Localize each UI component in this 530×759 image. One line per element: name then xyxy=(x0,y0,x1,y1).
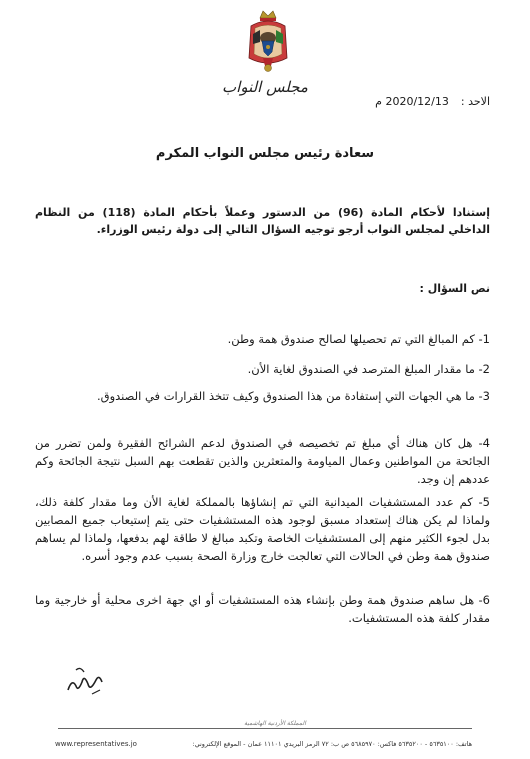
jordan-coat-of-arms-emblem xyxy=(245,8,291,74)
document-date xyxy=(375,95,490,108)
question-label: نص السؤال : xyxy=(419,282,490,295)
date-value: 2020/12/13 م xyxy=(375,95,449,108)
question-item: 2- ما مقدار المبلغ المترصد في الصندوق لغاية الأن. xyxy=(247,362,490,376)
question-item: 5- كم عدد المستشفيات الميدانية التي تم إنشاؤها بالمملكة لغاية الأن وما مقدار كلفة ذلك، ولماذا لم يكن هناك إستعداد مسبق لوجود هذه المستشفيات حتى يتم إستيعاب جميع المصابين بدل لجوء الكثير منهم إلى المستشفيات الخاصة وتكبد مبالغ لا طاقة لهم بدفعها، ولماذا لم يساهم صندوق همة وطن في الحالات التي تعالجت خارج وزارة الصحة بسبب عدم وجود أسره. xyxy=(35,495,490,563)
question-item: 3- ما هي الجهات التي إستفادة من هذا الصندوق وكيف تتخذ القرارات في الصندوق. xyxy=(96,389,490,403)
question-item: 4- هل كان هناك أي مبلغ تم تخصيصه في الصندوق لدعم الشرائح الفقيرة ولمن تضرر من الجائحة من المواطنين وعمال المياومة والمتعثرين والذين تقطعت بهم السبل نتيجة الجائحة وكم عددهم إن وجد. xyxy=(35,436,490,486)
footer-website-link[interactable]: www.representatives.jo xyxy=(55,740,137,748)
date-label: الاحد : xyxy=(460,95,490,108)
handwritten-signature xyxy=(62,660,108,700)
intro-paragraph: إستنادا لأحكام المادة (96) من الدستور وعملاً بأحكام المادة (118) من النظام الداخلي لمجلس النواب أرجو توجيه السؤال التالي إلى دولة رئيس الوزراء. xyxy=(35,206,491,236)
council-name-logo-text: مجلس النواب xyxy=(222,78,308,96)
question-item: 1- كم المبالغ التي تم تحصيلها لصالح صندوق همة وطن. xyxy=(227,332,490,346)
salutation-heading: سعادة رئيس مجلس النواب المكرم xyxy=(155,146,375,161)
footer-logo-text: المملكة الأردنية الهاشمية xyxy=(210,720,340,727)
footer-contact-info: هاتف: ٥٦٣٥١٠٠ - ٥٦٣٥٢٠٠ فاكس: ٥٦٨٥٩٧٠ ص ب: ٧٢ الرمز البريدي ١١١٠١ عمان - الموقع الإلكتروني: xyxy=(192,740,472,748)
question-item: 6- هل ساهم صندوق همة وطن بإنشاء هذه المستشفيات أو اي جهة اخرى محلية أو خارجية وما مقدار كلفة هذه المستشفيات. xyxy=(35,593,490,625)
footer-divider xyxy=(58,728,472,729)
